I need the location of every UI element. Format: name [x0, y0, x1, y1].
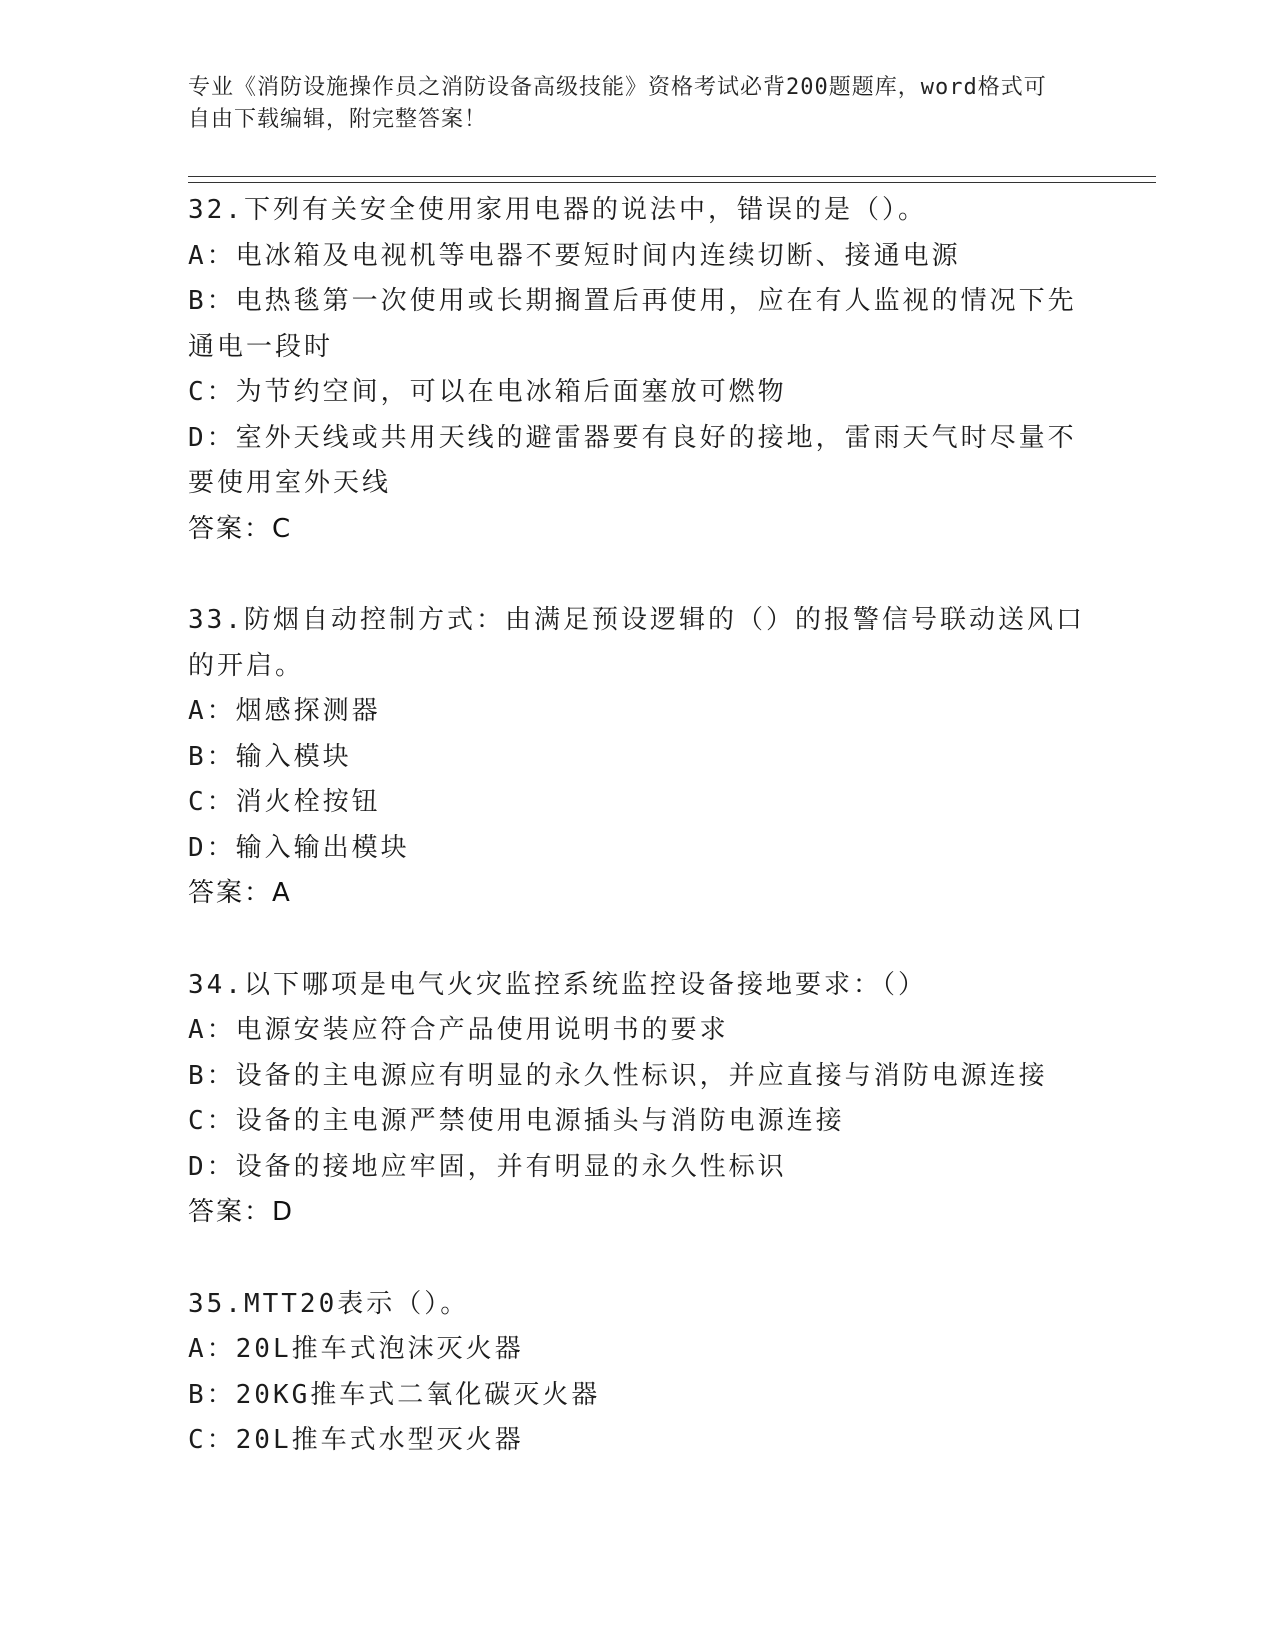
option-a: A：烟感探测器: [188, 696, 381, 726]
option-b: B：20KG推车式二氧化碳灭火器: [188, 1379, 601, 1410]
question-32: [188, 188, 1088, 552]
option-c: C：设备的主电源严禁使用电源插头与消防电源连接: [188, 1106, 845, 1136]
document-header: 专业《消防设施操作员之消防设备高级技能》资格考试必背200题题库，word格式可自由下载编辑，附完整答案！: [188, 75, 1047, 132]
question-34: [188, 963, 1088, 1236]
option-c: C：为节约空间，可以在电冰箱后面塞放可燃物: [188, 377, 787, 407]
question-stem: 32.下列有关安全使用家用电器的说法中，错误的是（）。: [188, 195, 927, 225]
question-list: [188, 188, 1088, 1510]
question-35: [188, 1282, 1088, 1464]
question-33: [188, 598, 1088, 917]
option-d: D：输入输出模块: [188, 832, 410, 863]
header-divider-top: [188, 176, 1156, 177]
option-d: D：室外天线或共用天线的避雷器要有良好的接地，雷雨天气时尽量不要使用室外天线: [188, 422, 1077, 498]
option-c: C：20L推车式水型灭火器: [188, 1425, 524, 1455]
answer: 答案：A: [188, 878, 292, 908]
option-b: B：设备的主电源应有明显的永久性标识，并应直接与消防电源连接: [188, 1060, 1048, 1091]
option-b: B：输入模块: [188, 741, 352, 772]
question-stem: 33.防烟自动控制方式：由满足预设逻辑的（）的报警信号联动送风口的开启。: [188, 605, 1085, 681]
question-stem: 35.MTT20表示（）。: [188, 1288, 470, 1319]
option-c: C：消火栓按钮: [188, 787, 381, 817]
answer: 答案：C: [188, 513, 293, 544]
option-a: A：20L推车式泡沫灭火器: [188, 1334, 524, 1364]
option-a: A：电源安装应符合产品使用说明书的要求: [188, 1015, 729, 1045]
option-a: A：电冰箱及电视机等电器不要短时间内连续切断、接通电源: [188, 240, 961, 271]
header-divider-bottom: [188, 182, 1156, 183]
option-d: D：设备的接地应牢固，并有明显的永久性标识: [188, 1151, 787, 1182]
option-b: B：电热毯第一次使用或长期搁置后再使用，应在有人监视的情况下先通电一段时: [188, 286, 1077, 362]
answer: 答案：D: [188, 1197, 295, 1227]
question-stem: 34.以下哪项是电气火灾监控系统监控设备接地要求：（）: [188, 969, 927, 1000]
